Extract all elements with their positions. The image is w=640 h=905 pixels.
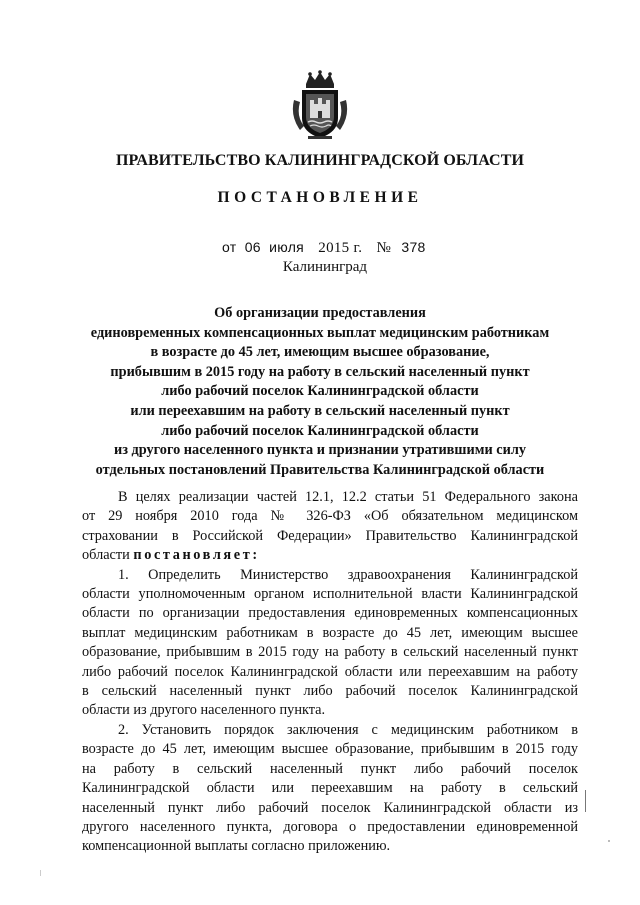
heading-line: отдельных постановлений Правительства Калининградской области <box>95 461 545 478</box>
heading-line: или переехавшим на работу в сельский населенный пункт <box>130 402 510 419</box>
heading-line: Об организации предоставления <box>214 305 426 321</box>
body-line <box>82 546 578 565</box>
heading-line: в возрасте до 45 лет, имеющим высшее образование, <box>150 344 490 361</box>
body-line: компенсационной выплаты согласно приложению. <box>82 838 391 855</box>
body-line: населенный пункт либо рабочий поселок Калининградской области из <box>82 799 578 816</box>
margin-mark <box>585 790 586 812</box>
body-line: образование, прибывшим в 2015 году на работу в сельский населенный пункт <box>82 644 578 661</box>
heading-line: либо рабочий поселок Калининградской области <box>161 383 479 400</box>
document-heading <box>40 304 600 480</box>
city: Калининград <box>282 259 368 275</box>
date-number-line <box>222 239 426 257</box>
heading-line: из другого населенного пункта и признании утратившими силу <box>113 442 527 459</box>
intro-last-prefix: области <box>82 547 134 564</box>
body-line: возрасте до 45 лет, имеющим высшее образование, прибывшим в 2015 году <box>82 741 578 758</box>
date-year: 2015 г. <box>318 240 363 256</box>
body-line: выплат медицинским работникам в возрасте до 45 лет, имеющим высшее <box>82 624 578 641</box>
number-sign: № <box>376 240 392 256</box>
date-prefix: от <box>222 239 237 255</box>
document-body <box>82 488 578 857</box>
document-type: ПОСТАНОВЛЕНИЕ <box>217 189 423 206</box>
body-line: области из другого населенного пункта. <box>82 702 326 719</box>
heading-line: либо рабочий поселок Калининградской области <box>161 422 479 439</box>
body-line: от 29 ноября 2010 года № 326-ФЗ «Об обязательном медицинском <box>82 508 578 525</box>
resolution-keyword: постановляет: <box>133 547 260 564</box>
body-line: 2. Установить порядок заключения с медицинским работником в <box>118 721 578 738</box>
scan-speck <box>608 840 610 842</box>
government-title: ПРАВИТЕЛЬСТВО КАЛИНИНГРАДСКОЙ ОБЛАСТИ <box>115 152 525 169</box>
coat-of-arms-icon <box>288 70 352 142</box>
body-line: на работу в сельский населенный пункт либо рабочий поселок <box>82 760 578 777</box>
body-line: области по организации предоставления единовременных компенсационных <box>82 605 578 622</box>
body-line: Калининградской области или переехавшим на работу в сельский <box>82 780 578 797</box>
body-line: другого населенного пункта, договора о предоставлении единовременной <box>82 818 578 835</box>
body-line: 1. Определить Министерство здравоохранения Калининградской <box>118 566 578 583</box>
heading-line: единовременных компенсационных выплат медицинским работникам <box>90 324 550 341</box>
date-month: июля <box>269 239 305 255</box>
heading-line: прибывшим в 2015 году на работу в сельский населенный пункт <box>110 363 530 380</box>
body-line: либо рабочий поселок Калининградской области или переехавшим на работу <box>82 663 578 680</box>
document-number: 378 <box>401 239 426 255</box>
body-line: В целях реализации частей 12.1, 12.2 статьи 51 Федерального закона <box>118 489 578 505</box>
body-line: в сельский населенный пункт либо рабочий поселок Калининградской <box>82 683 578 700</box>
scan-speck <box>40 870 41 876</box>
body-line: области уполномоченным органом исполнительной власти Калининградской <box>82 586 578 603</box>
date-day: 06 <box>244 239 261 255</box>
body-line: страховании в Российской Федерации» Правительство Калининградской <box>82 527 578 544</box>
